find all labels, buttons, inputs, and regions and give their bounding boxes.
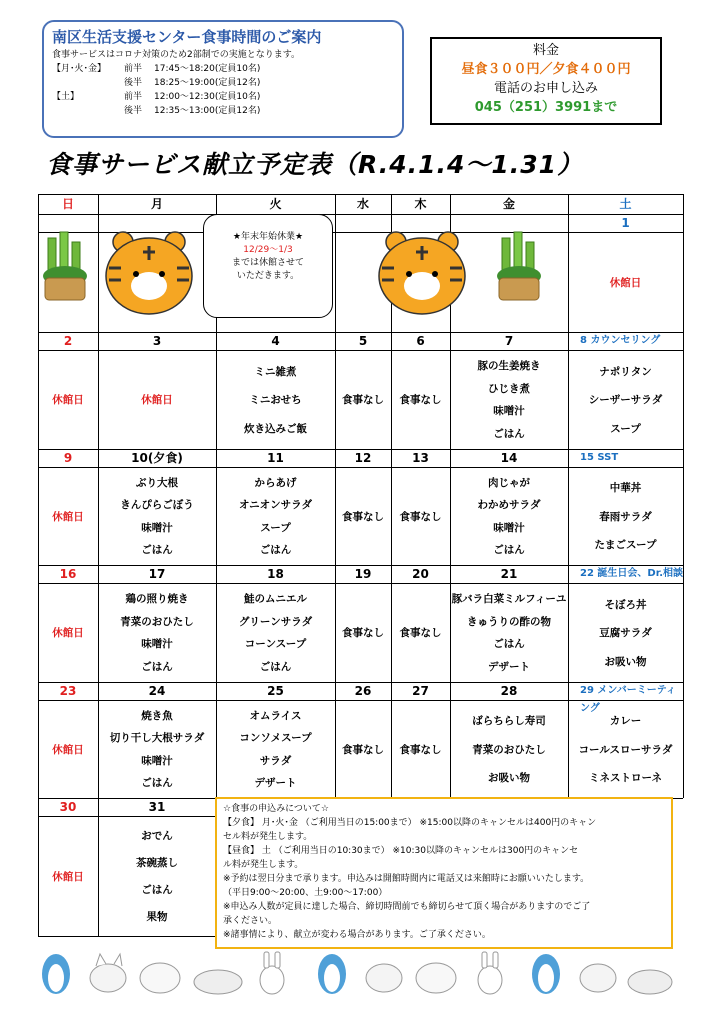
menu-cell (38, 467, 98, 565)
menu-item: 豆腐サラダ (599, 627, 652, 639)
info-part: 前半 (124, 64, 143, 74)
menu-item: きゅうりの酢の物 (467, 615, 551, 628)
date-number: 24 (148, 684, 166, 698)
menu-item: 休館日 (52, 394, 84, 406)
menu-item: ミニおせち (249, 394, 302, 406)
menu-item: ぶり大根 (136, 476, 178, 489)
info-time: 17:45～18:20(定員10名) (154, 64, 261, 74)
info-row (52, 62, 394, 76)
menu-item: 食事なし (399, 394, 442, 406)
date-number: 28 (500, 684, 518, 698)
bubble-line: 12/29～1/3 (243, 245, 293, 255)
menu-item: 青菜のおひたし (472, 743, 546, 756)
menu-cell (98, 583, 216, 682)
notice-line: 承ください。 (223, 916, 278, 926)
menu-cell (450, 350, 568, 449)
grid-line (38, 194, 683, 195)
weekday-header: 火 (269, 197, 282, 211)
tiger-icon (103, 228, 195, 316)
menu-cell (335, 350, 391, 449)
info-row (52, 90, 394, 104)
meal-time-info-box (42, 20, 404, 138)
notice-line: （平日9:00～20:00、土9:00～17:00） (223, 888, 388, 898)
info-part: 後半 (124, 106, 143, 116)
arctic-fox-icon (366, 964, 402, 992)
menu-item: ごはん (141, 661, 173, 674)
date-number: 10(夕食) (131, 451, 183, 465)
menu-item: 食事なし (399, 627, 442, 639)
date-number: 6 (416, 334, 425, 348)
menu-item: お吸い物 (604, 655, 647, 668)
weekday-header: 日 (61, 197, 74, 211)
info-days (52, 104, 124, 118)
menu-item: 味噌汁 (141, 521, 173, 534)
menu-item: 炊き込みご飯 (244, 422, 307, 435)
menu-item: 豚の生姜焼き (477, 359, 541, 372)
date-number: 31 (148, 800, 166, 814)
info-time: 18:25～19:00(定員12名) (154, 78, 261, 88)
notice-title: ☆食事の申込みについて☆ (223, 804, 329, 814)
menu-cell (335, 583, 391, 682)
menu-cell (391, 700, 450, 798)
menu-item: 鮭のムニエル (244, 592, 307, 605)
rabbit-icon (478, 952, 502, 994)
date-number: 14 (500, 451, 518, 465)
menu-item: 中華丼 (609, 482, 642, 495)
menu-item: デザート (254, 777, 297, 790)
date-number: 16 (59, 567, 77, 581)
menu-cell (216, 467, 335, 565)
menu-item: グリーンサラダ (238, 615, 313, 628)
weekday-header: 木 (414, 197, 427, 211)
menu-item: スープ (260, 521, 291, 534)
tiger-icon (376, 228, 468, 316)
menu-item: 青菜のおひたし (120, 615, 194, 628)
menu-item: 春雨サラダ (599, 510, 652, 523)
menu-cell (38, 816, 98, 936)
price-amount: 昼食３００円／夕食４００円 (461, 62, 631, 77)
menu-item: そぼろ丼 (604, 598, 647, 611)
kadomatsu-icon (40, 228, 90, 303)
notice-line: セル料が発生します。 (223, 832, 313, 842)
grid-line (38, 936, 216, 937)
menu-cell (450, 467, 568, 565)
menu-item: 休館日 (52, 510, 84, 523)
rabbit-icon (260, 952, 284, 994)
menu-item: 切り干し大根サラダ (109, 732, 205, 745)
menu-cell (335, 700, 391, 798)
info-part: 前半 (124, 92, 143, 102)
menu-item: 味噌汁 (141, 754, 173, 767)
penguin-icon (532, 954, 560, 994)
grid-line (683, 194, 684, 798)
menu-cell (98, 816, 216, 936)
info-row (52, 76, 394, 90)
menu-item: ミニ雑煮 (254, 365, 297, 378)
phone-label: 電話のお申し込み (493, 81, 598, 96)
menu-cell (568, 232, 683, 332)
menu-item: 茶碗蒸し (136, 857, 178, 869)
menu-item: 食事なし (399, 743, 442, 756)
menu-item: 味噌汁 (141, 638, 173, 651)
polar-bear-icon (140, 963, 180, 993)
menu-item: わかめサラダ (477, 499, 541, 512)
polar-bear-icon (416, 963, 456, 993)
menu-cell (38, 583, 98, 682)
menu-cell (568, 700, 683, 798)
menu-cell (450, 583, 568, 682)
menu-item: ごはん (259, 544, 292, 557)
date-number: 1 (621, 216, 630, 230)
menu-item: オニオンサラダ (239, 499, 312, 512)
info-time: 12:35～13:00(定員12名) (154, 106, 261, 116)
notice-line: 【昼食】 土 （ご利用当日の10:30まで） ※10:30以降のキャンセルは300円のキャンセ (223, 846, 579, 856)
date-number: 29 メンバーミーティング (580, 685, 676, 714)
date-number: 27 (412, 684, 429, 698)
bubble-line: いただきます。 (236, 271, 300, 281)
menu-item: 鶏の照り焼き (125, 592, 189, 605)
notice-line: ※申込み人数が定員に達した場合、締切時間前でも締切らせて頂く場合がありますのでご了 (223, 902, 591, 912)
menu-item: ごはん (259, 661, 292, 674)
menu-cell (216, 700, 335, 798)
weekday-header: 水 (356, 197, 369, 211)
date-number: 4 (271, 334, 280, 348)
menu-item: お吸い物 (488, 771, 530, 784)
weekday-header: 土 (619, 197, 632, 211)
menu-item: 食事なし (342, 743, 384, 756)
menu-cell (216, 350, 335, 449)
kadomatsu-icon (494, 228, 544, 303)
menu-item: ミネストローネ (589, 771, 662, 784)
info-part: 後半 (124, 78, 143, 88)
price-box (430, 37, 662, 125)
date-number: 7 (504, 334, 514, 348)
menu-item: コールスローサラダ (578, 743, 673, 756)
bubble-line: ★年末年始休業★ (232, 232, 304, 242)
penguin-icon (318, 954, 346, 994)
menu-cell (38, 700, 98, 798)
date-number: 25 (267, 684, 284, 698)
date-number: 23 (59, 684, 77, 698)
menu-item: たまごスープ (594, 538, 657, 551)
date-number: 30 (59, 800, 77, 814)
menu-cell (98, 467, 216, 565)
notice-line: 【夕食】 月･火･金 （ご利用当日の15:00まで） ※15:00以降のキャンセルは400円のキャン (223, 818, 597, 828)
menu-item: デザート (488, 661, 530, 674)
menu-cell (38, 350, 98, 449)
date-number: 9 (63, 451, 73, 465)
menu-item: 豚バラ白菜ミルフィーユ (451, 592, 567, 605)
price-label: 料金 (532, 43, 559, 58)
phone-number: 045（251）3991まで (474, 100, 618, 115)
menu-cell (335, 467, 391, 565)
date-number: 3 (152, 334, 162, 348)
menu-item: 食事なし (399, 510, 442, 523)
menu-cell (450, 700, 568, 798)
menu-item: 休館日 (609, 276, 642, 289)
date-number: 19 (354, 567, 372, 581)
menu-item: コーンスープ (244, 638, 307, 651)
menu-item: カレー (609, 715, 642, 728)
menu-item: 食事なし (342, 394, 384, 406)
menu-cell (391, 350, 450, 449)
menu-item: 休館日 (52, 743, 84, 756)
menu-item: ごはん (493, 428, 525, 441)
date-number: 17 (148, 567, 166, 581)
info-row (52, 104, 394, 118)
menu-item: サラダ (259, 754, 292, 767)
date-number: 2 (63, 334, 73, 348)
animal-characters-illustration (36, 948, 686, 996)
weekday-header: 金 (502, 197, 515, 211)
menu-cell (391, 583, 450, 682)
menu-item: 焼き魚 (141, 709, 173, 722)
menu-item: 休館日 (52, 627, 84, 639)
bubble-line: までは休館させて (231, 258, 304, 268)
reservation-notice-box (215, 797, 673, 949)
date-number: 13 (412, 451, 429, 465)
menu-item: 食事なし (342, 627, 384, 639)
info-days: 【月･火･金】 (52, 64, 107, 74)
date-number: 20 (412, 567, 429, 581)
date-number: 22 誕生日会、Dr.相談 (580, 568, 684, 579)
holiday-speech-bubble (203, 214, 333, 318)
notice-line: ※予約は翌日分まで承ります。申込みは開館時間内に電話又は来館時にお願いいたします。 (223, 874, 590, 884)
menu-item: 果物 (146, 911, 168, 923)
info-time: 12:00～12:30(定員10名) (154, 92, 261, 102)
page-title: 食事サービス献立予定表（R.4.1.4～1.31） (46, 150, 584, 179)
weekday-header: 月 (150, 197, 163, 211)
menu-item: コンソメスープ (239, 732, 312, 745)
arctic-fox-icon (90, 954, 126, 992)
menu-item: ごはん (141, 777, 173, 790)
seal-icon (628, 970, 672, 994)
menu-item: ばらちらし寿司 (472, 715, 546, 728)
menu-cell (391, 467, 450, 565)
date-number: 5 (358, 334, 368, 348)
seal-icon (194, 970, 242, 994)
date-number: 21 (500, 567, 518, 581)
menu-item: ごはん (141, 544, 173, 557)
menu-item: 休館日 (141, 394, 173, 406)
notice-line: ※諸事情により、献立が変わる場合があります。ご了承ください。 (223, 930, 491, 940)
date-number: 12 (354, 451, 372, 465)
date-number: 18 (267, 567, 284, 581)
menu-cell (568, 467, 683, 565)
date-number: 26 (354, 684, 372, 698)
info-note: 食事サービスはコロナ対策のため2部制での実施となります。 (52, 50, 301, 60)
menu-item: 休館日 (52, 870, 84, 883)
menu-item: スープ (610, 422, 641, 435)
menu-item: 肉じゃが (488, 476, 530, 489)
menu-item: からあげ (254, 476, 297, 489)
menu-item: シーザーサラダ (588, 394, 663, 406)
menu-cell (98, 700, 216, 798)
menu-item: おでん (141, 830, 173, 842)
menu-cell (98, 350, 216, 449)
info-days (52, 76, 124, 90)
date-number: 8 カウンセリング (580, 335, 661, 346)
info-title: 南区生活支援センター食事時間のご案内 (52, 28, 322, 46)
menu-item: オムライス (249, 709, 302, 722)
menu-item: ひじき煮 (488, 382, 530, 395)
menu-cell (568, 583, 683, 682)
menu-cell (216, 583, 335, 682)
menu-cell (568, 350, 683, 449)
menu-item: ナポリタン (599, 365, 652, 378)
menu-item: 食事なし (342, 510, 384, 523)
penguin-icon (42, 954, 70, 994)
menu-item: ごはん (141, 884, 173, 896)
menu-item: きんぴらごぼう (120, 499, 194, 512)
menu-item: ごはん (493, 638, 525, 651)
notice-line: ル料が発生します。 (223, 860, 304, 870)
menu-item: 味噌汁 (493, 521, 525, 534)
info-days: 【土】 (52, 92, 80, 102)
date-number: 11 (267, 451, 284, 465)
menu-item: 味噌汁 (493, 405, 525, 418)
arctic-fox-icon (580, 964, 616, 992)
menu-item: ごはん (493, 544, 525, 557)
date-number: 15 SST (580, 452, 619, 463)
